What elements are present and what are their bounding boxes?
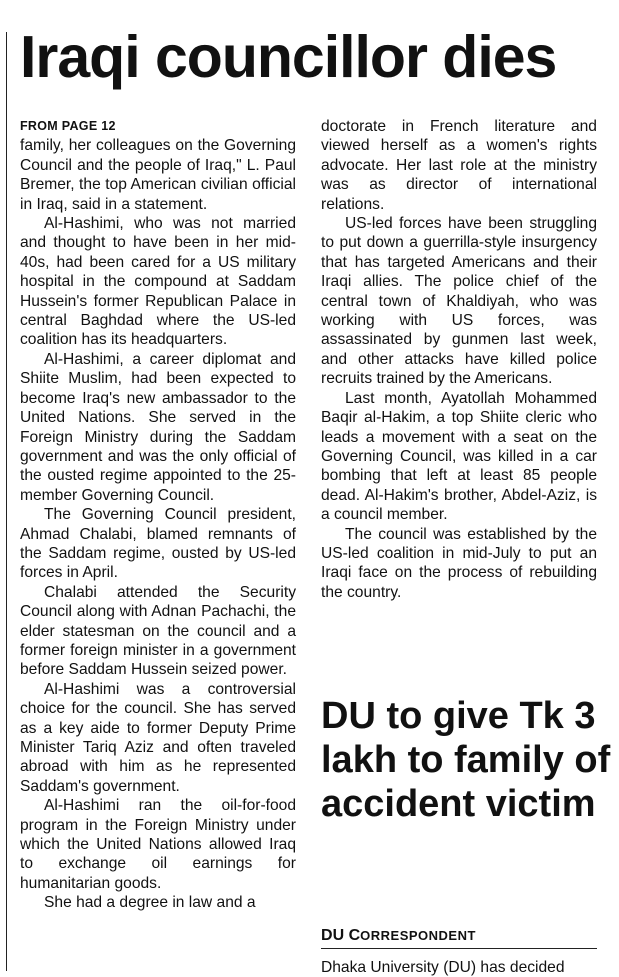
from-page-label: FROM PAGE 12 bbox=[20, 119, 116, 133]
byline bbox=[321, 926, 597, 949]
paragraph: Al-Hashimi was a controversial choice for the council. She has served as a key aide to former Deputy Prime Minister Tariq Aziz and often traveled abroad with him as he represented Saddam's government. bbox=[20, 680, 296, 795]
paragraph: Al-Hashimi, who was not married and thought to have been in her mid-40s, had been cared for a US military hospital in the compound at Saddam Hussein's former Republican Palace in central Baghdad where the US-led coalition has its headquarters. bbox=[20, 215, 296, 349]
byline-cap: C bbox=[348, 927, 361, 944]
byline-rest: ORRESPONDENT bbox=[360, 928, 476, 943]
paragraph: Al-Hashimi ran the oil-for-food program in the Foreign Ministry under which the United Nations allowed Iraq to exchange oil earnings for humanitarian goods. bbox=[20, 797, 296, 892]
column-rule bbox=[6, 32, 7, 971]
paragraph: Chalabi attended the Security Council along with Adnan Pachachi, the elder statesman on the council and a former foreign minister in a government before Saddam Hussein seized power. bbox=[20, 583, 296, 679]
paragraph: The council was established by the US-led coalition in mid-July to put an Iraqi face on the process of rebuilding the country. bbox=[321, 525, 597, 601]
paragraph: She had a degree in law and a bbox=[44, 894, 256, 912]
paragraph: doctorate in French literature and viewed herself as a women's rights advocate. Her last role at the ministry was as director of international relations. bbox=[321, 118, 597, 213]
byline-cap: U bbox=[332, 927, 345, 944]
page-headline: Iraqi councillor dies bbox=[20, 24, 557, 90]
paragraph: family, her colleagues on the Governing Council and the people of Iraq," L. Paul Bremer, the top American civilian official in Iraq, said in a statement. bbox=[20, 137, 296, 213]
second-story-headline: DU to give Tk 3 lakh to family of accident victim bbox=[321, 695, 611, 825]
paragraph: The Governing Council president, Ahmad Chalabi, blamed remnants of the Saddam regime, ousted by US-led forces in April. bbox=[20, 506, 296, 582]
second-story-first-line: Dhaka University (DU) has decided bbox=[321, 959, 565, 976]
paragraph: US-led forces have been struggling to put down a guerrilla-style insurgency that has targeted Americans and their Iraqi allies. The police chief of the central town of Khaldiyah, who was working with US forces, was assassinated by gunmen last week, and other attacks have killed police recruits trained by the Americans. bbox=[321, 215, 597, 388]
paragraph: Last month, Ayatollah Mohammed Baqir al-Hakim, a top Shiite cleric who leads a movement with a seat on the Governing Council, was killed in a car bombing that left at least 85 people dead. Al-Hakim's brother, Abdel-Aziz, is a council member. bbox=[321, 389, 597, 524]
article-right-column bbox=[321, 117, 597, 602]
paragraph: Al-Hashimi, a career diplomat and Shiite Muslim, had been expected to become Iraq's new ambassador to the United Nations. She served in the Foreign Ministry during the Saddam government and was the only official of the ousted regime appointed to the 25-member Governing Council. bbox=[20, 350, 296, 504]
byline-cap: D bbox=[321, 927, 333, 944]
article-left-column bbox=[20, 117, 296, 913]
